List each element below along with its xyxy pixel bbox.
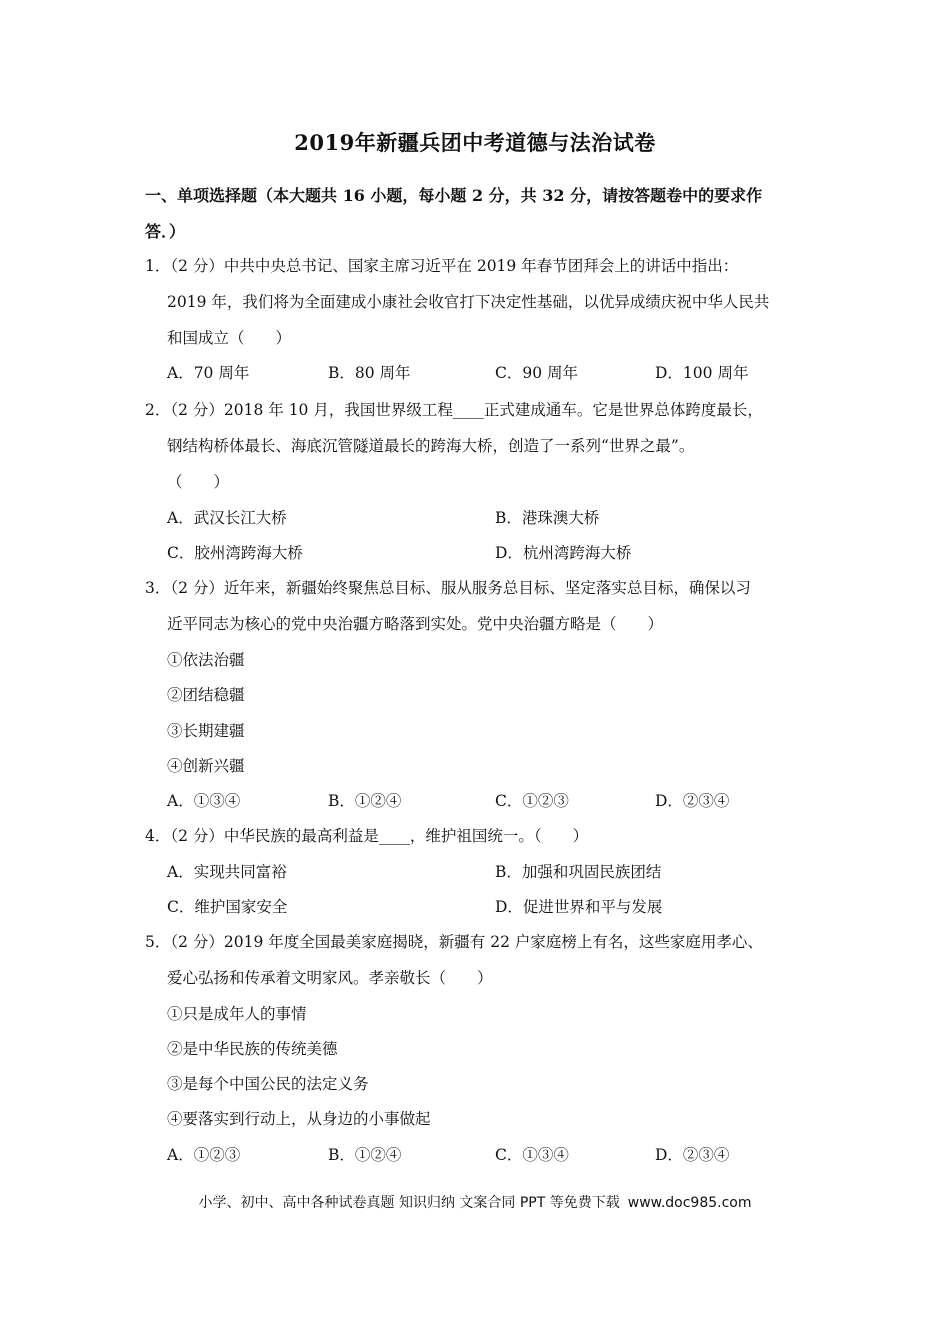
question-5-item-1: ①只是成年人的事情	[167, 1005, 307, 1023]
question-3-line-1: 3．（2 分）近年来，新疆始终聚焦总目标、服从服务总目标、坚定落实总目标，确保以习	[145, 579, 751, 597]
footer-text: 小学、初中、高中各种试卷真题 知识归纳 文案合同 PPT 等免费下载	[198, 1195, 620, 1211]
question-3-line-2: 近平同志为核心的党中央治疆方略落到实处。党中央治疆方略是（ ）	[167, 615, 664, 633]
question-3-item-3: ③长期建疆	[167, 722, 245, 740]
question-2-option-c[interactable]: C．胶州湾跨海大桥	[167, 544, 303, 562]
question-3-option-c[interactable]: C．①②③	[495, 792, 569, 810]
question-2-line-2: 钢结构桥体最长、海底沉管隧道最长的跨海大桥，创造了一系列“世界之最”。	[167, 437, 695, 455]
page-title: 2019年新疆兵团中考道德与法治试卷	[294, 130, 656, 155]
question-2-line-1: 2．（2 分）2018 年 10 月，我国世界级工程____正式建成通车。它是世界总体跨度最长，	[145, 401, 763, 419]
section-heading-line-2: 答．）	[145, 222, 186, 241]
question-3-item-4: ④创新兴疆	[167, 757, 245, 775]
question-5-option-c[interactable]: C．①③④	[495, 1146, 569, 1164]
question-5-option-d[interactable]: D．②③④	[655, 1146, 730, 1164]
question-4-option-c[interactable]: C．维护国家安全	[167, 898, 288, 916]
question-1-option-d[interactable]: D．100 周年	[655, 364, 749, 382]
question-1-line-1: 1．（2 分）中共中央总书记、国家主席习近平在 2019 年春节团拜会上的讲话中指出：	[145, 257, 739, 275]
section-heading	[145, 178, 825, 250]
question-1-option-a[interactable]: A．70 周年	[167, 364, 250, 382]
question-1-option-b[interactable]: B．80 周年	[328, 364, 411, 382]
question-3-option-b[interactable]: B．①②④	[328, 792, 402, 810]
question-4-option-b[interactable]: B．加强和巩固民族团结	[495, 863, 662, 881]
question-5-option-a[interactable]: A．①②③	[167, 1146, 241, 1164]
question-3-item-2: ②团结稳疆	[167, 686, 245, 704]
question-1-line-2: 2019 年，我们将为全面建成小康社会收官打下决定性基础，以优异成绩庆祝中华人民共	[167, 293, 770, 311]
question-5-line-2: 爱心弘扬和传承着文明家风。孝亲敬长（ ）	[167, 969, 493, 987]
question-3-item-1: ①依法治疆	[167, 651, 245, 669]
question-3-option-d[interactable]: D．②③④	[655, 792, 730, 810]
question-4-option-d[interactable]: D．促进世界和平与发展	[495, 898, 663, 916]
question-5-item-3: ③是每个中国公民的法定义务	[167, 1075, 369, 1093]
question-3-option-a[interactable]: A．①③④	[167, 792, 241, 810]
question-2-line-3: （ ）	[167, 473, 230, 491]
question-5-line-1: 5．（2 分）2019 年度全国最美家庭揭晓，新疆有 22 户家庭榜上有名，这些家庭用孝心、	[145, 933, 763, 951]
footer-link[interactable]: www.doc985.com	[627, 1195, 752, 1211]
question-5-item-4: ④要落实到行动上，从身边的小事做起	[167, 1110, 431, 1128]
question-4-line-1: 4．（2 分）中华民族的最高利益是____，维护祖国统一。（ ）	[145, 827, 589, 845]
question-1-line-3: 和国成立（ ）	[167, 329, 292, 347]
question-1-option-c[interactable]: C．90 周年	[495, 364, 579, 382]
section-heading-line-1: 一、单项选择题（本大题共 16 小题，每小题 2 分，共 32 分，请按答题卷中的要求作	[145, 186, 763, 205]
question-2-option-d[interactable]: D．杭州湾跨海大桥	[495, 544, 632, 562]
question-5-item-2: ②是中华民族的传统美德	[167, 1040, 338, 1058]
footer	[0, 1192, 950, 1212]
question-5-option-b[interactable]: B．①②④	[328, 1146, 402, 1164]
question-4-option-a[interactable]: A．实现共同富裕	[167, 863, 287, 881]
question-2-option-b[interactable]: B．港珠澳大桥	[495, 509, 600, 527]
question-2-option-a[interactable]: A．武汉长江大桥	[167, 509, 287, 527]
